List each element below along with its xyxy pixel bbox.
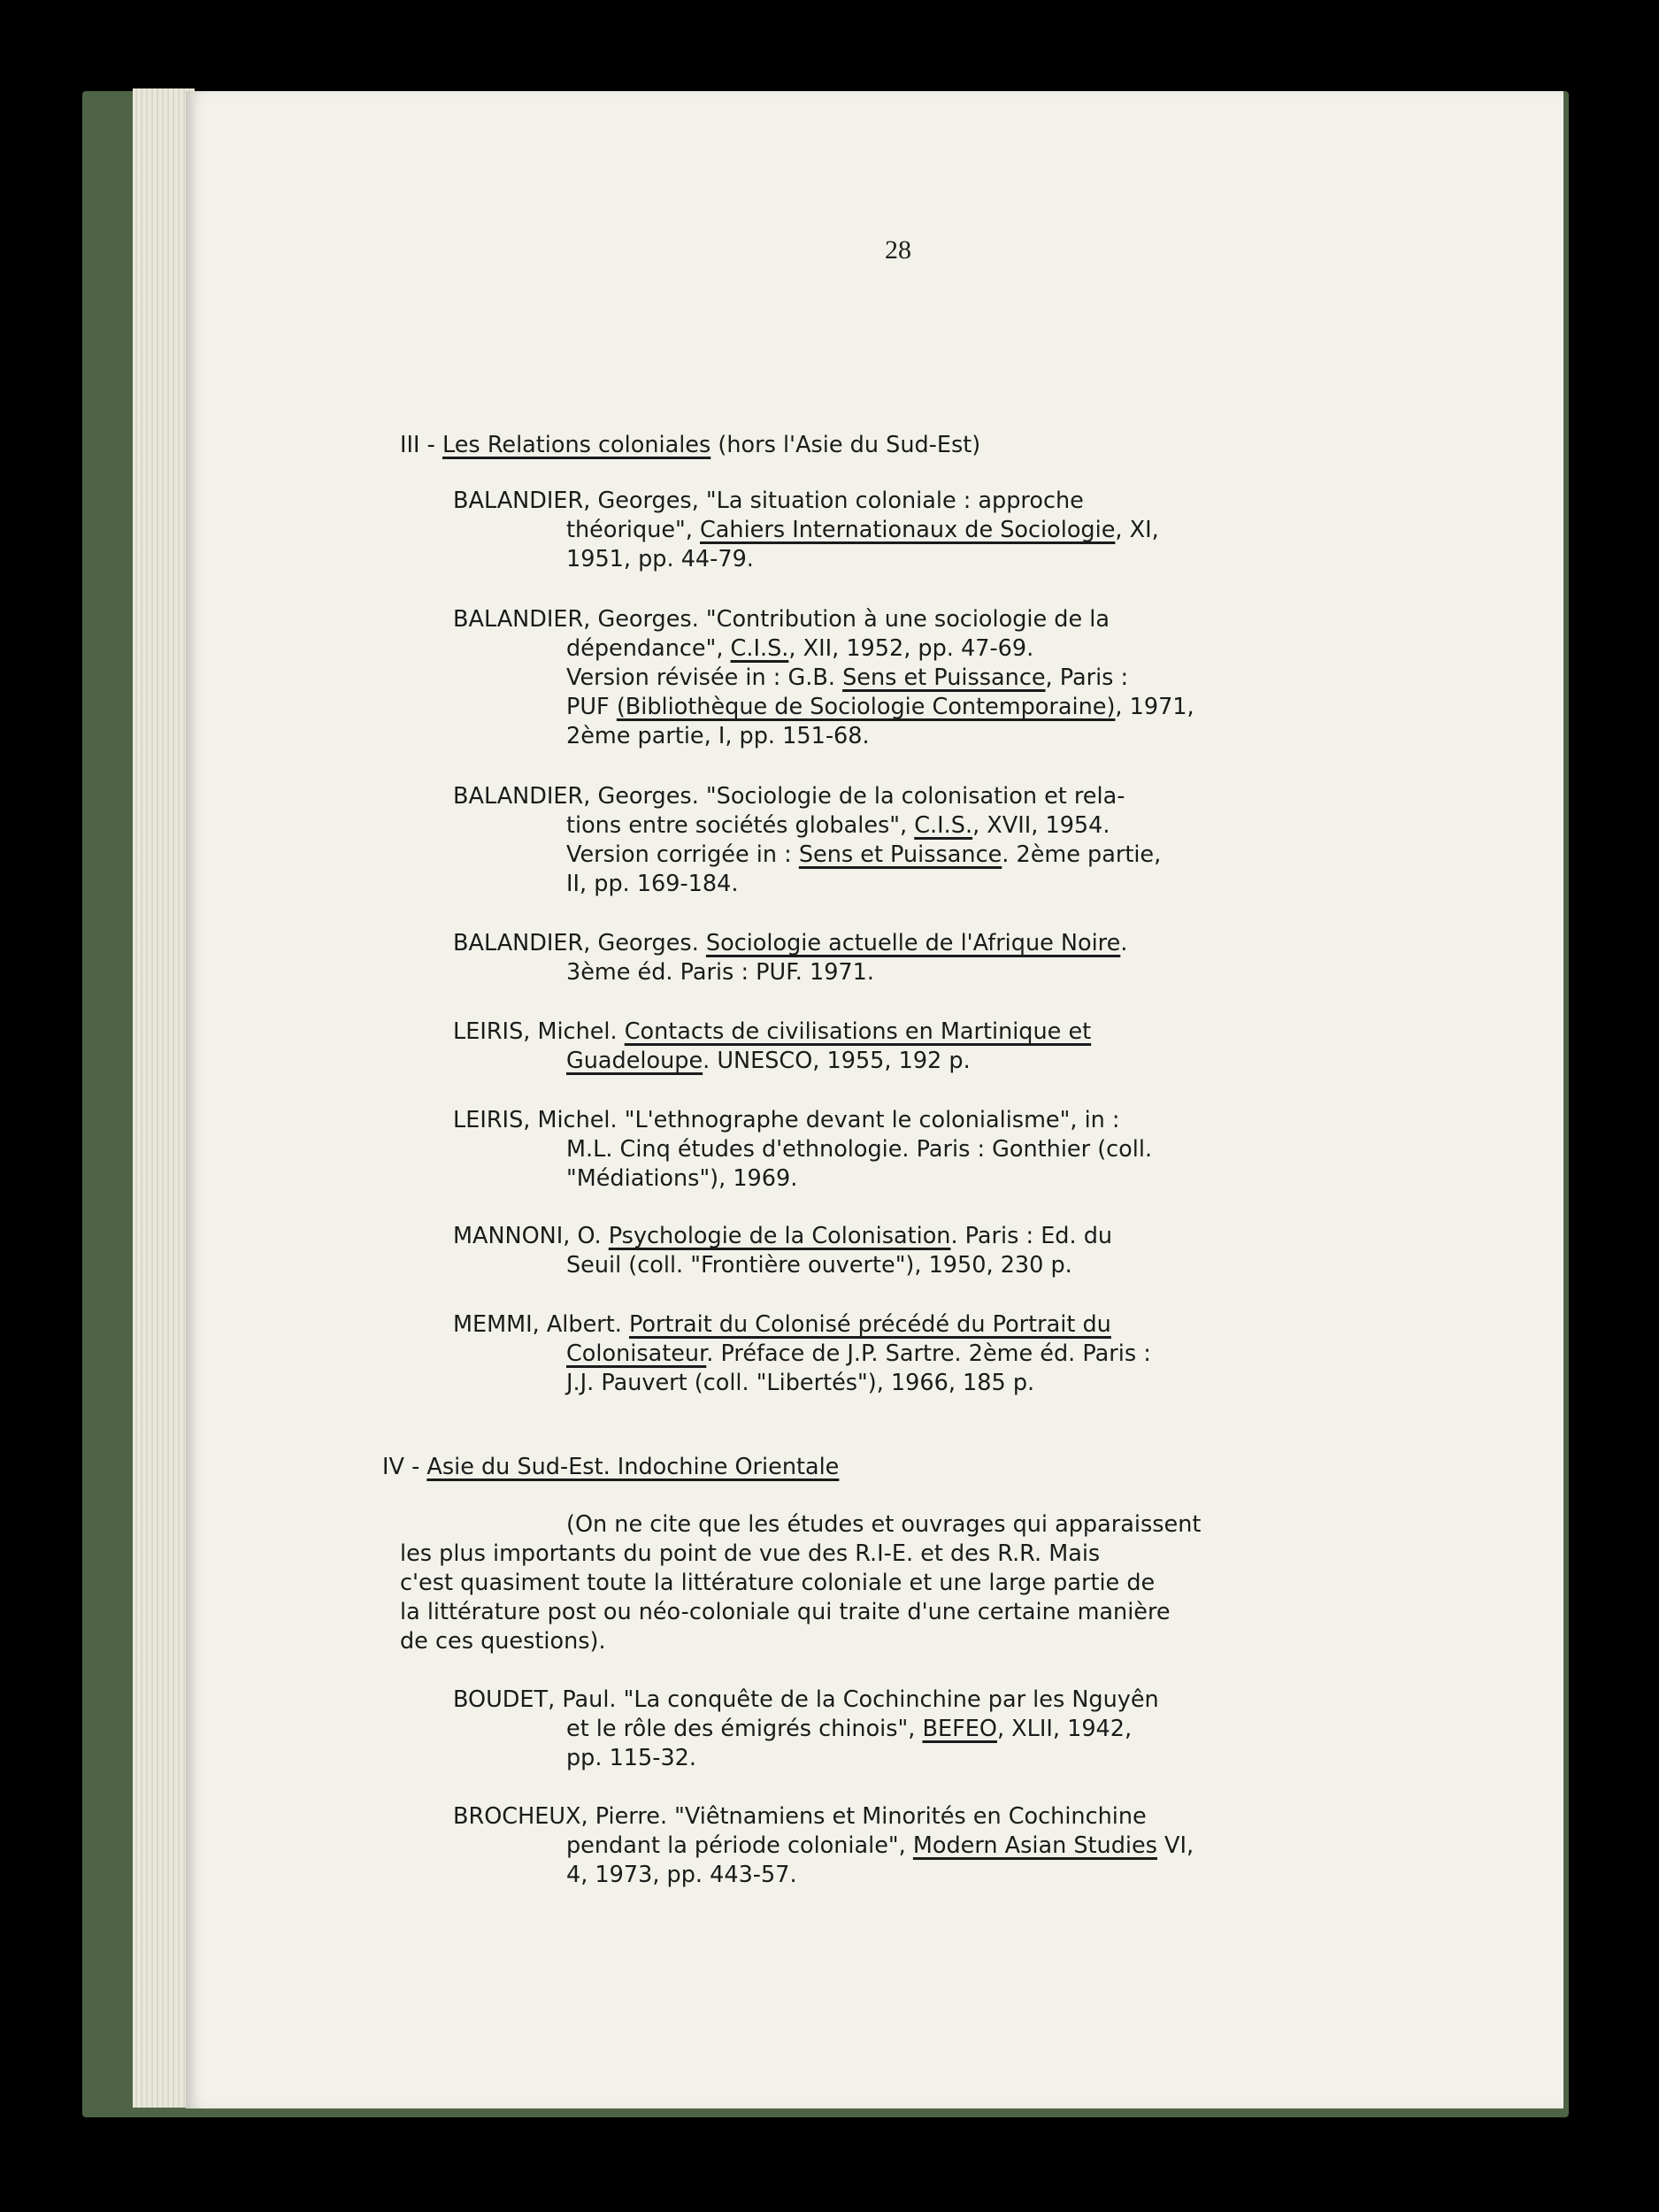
bib-entry: BOUDET, Paul. "La conquête de la Cochinchine par les Nguyên et le rôle des émigrés chinois", BEFEO, XLII, 1942, pp. 115-32. xyxy=(453,1686,1159,1771)
bib-entry: MANNONI, O. Psychologie de la Colonisation. Paris : Ed. du Seuil (coll. "Frontière ouverte"), 1950, 230 p. xyxy=(453,1223,1113,1279)
book-title-cont: Colonisateur xyxy=(566,1340,707,1367)
bib-entry: MEMMI, Albert. Portrait du Colonisé précédé du Portrait du Colonisateur. Préface de J.P. Sartre. 2ème éd. Paris : J.J. Pauvert (coll. "Libertés"), 1966, 185 p. xyxy=(453,1311,1151,1396)
series-title: (Bibliothèque de Sociologie Contemporaine) xyxy=(616,694,1116,720)
section-3-heading: III - Les Relations coloniales (hors l'Asie du Sud-Est) xyxy=(400,432,981,458)
book-title: Sens et Puissance xyxy=(842,664,1046,691)
book-title: Contacts de civilisations en Martinique et xyxy=(624,1018,1092,1045)
journal-title: C.I.S. xyxy=(730,635,789,662)
journal-title: BEFEO xyxy=(922,1716,997,1742)
journal-title: Modern Asian Studies xyxy=(912,1832,1157,1859)
bib-entry: BALANDIER, Georges. Sociologie actuelle de l'Afrique Noire. 3ème éd. Paris : PUF. 1971. xyxy=(453,930,1128,986)
journal-title: Cahiers Internationaux de Sociologie xyxy=(700,517,1116,543)
journal-title: C.I.S. xyxy=(914,812,973,839)
bib-entry: LEIRIS, Michel. "L'ethnographe devant le colonialisme", in : M.L. Cinq études d'ethnologie. Paris : Gonthier (coll. "Médiations"), 1969. xyxy=(453,1107,1153,1192)
book-title: Psychologie de la Colonisation xyxy=(608,1223,951,1249)
section-4-note: (On ne cite que les études et ouvrages qui apparaissent les plus importants du point de vue des R.I-E. et des R.R. Mais c'est quasiment toute la littérature coloniale et une large partie de la littérature post ou néo-coloniale qui traite d'une certaine manière de ces questions). xyxy=(400,1511,1202,1655)
bib-entry: BALANDIER, Georges, "La situation coloniale : approche théorique", Cahiers Internationaux de Sociologie, XI, 1951, pp. 44-79. xyxy=(453,488,1159,572)
book-title: Portrait du Colonisé précédé du Portrait du xyxy=(628,1311,1111,1338)
bib-entry: BALANDIER, Georges. "Sociologie de la colonisation et rela- tions entre sociétés globales", C.I.S., XVII, 1954. Version corrigée in : Sens et Puissance. 2ème partie, II, pp. 169-184. xyxy=(453,783,1162,897)
bib-entry: BROCHEUX, Pierre. "Viêtnamiens et Minorités en Cochinchine pendant la période coloniale", Modern Asian Studies VI, 4, 1973, pp. 443-57. xyxy=(453,1803,1194,1888)
book-title: Sens et Puissance xyxy=(798,841,1002,868)
book-title-cont: Guadeloupe xyxy=(566,1048,703,1074)
section-4-heading: IV - Asie du Sud-Est. Indochine Orientale xyxy=(382,1454,840,1480)
bib-entry: LEIRIS, Michel. Contacts de civilisations en Martinique et Guadeloupe. UNESCO, 1955, 192 p. xyxy=(453,1018,1092,1074)
page-number: 28 xyxy=(885,235,911,265)
book-title: Sociologie actuelle de l'Afrique Noire xyxy=(705,930,1121,956)
bib-entry: BALANDIER, Georges. "Contribution à une sociologie de la dépendance", C.I.S., XII, 1952, pp. 47-69. Version révisée in : G.B. Sens et Puissance, Paris : PUF (Bibliothèque de Sociologie Contemporaine), 1971, 2ème partie, I, pp. 151-68. xyxy=(453,606,1194,749)
